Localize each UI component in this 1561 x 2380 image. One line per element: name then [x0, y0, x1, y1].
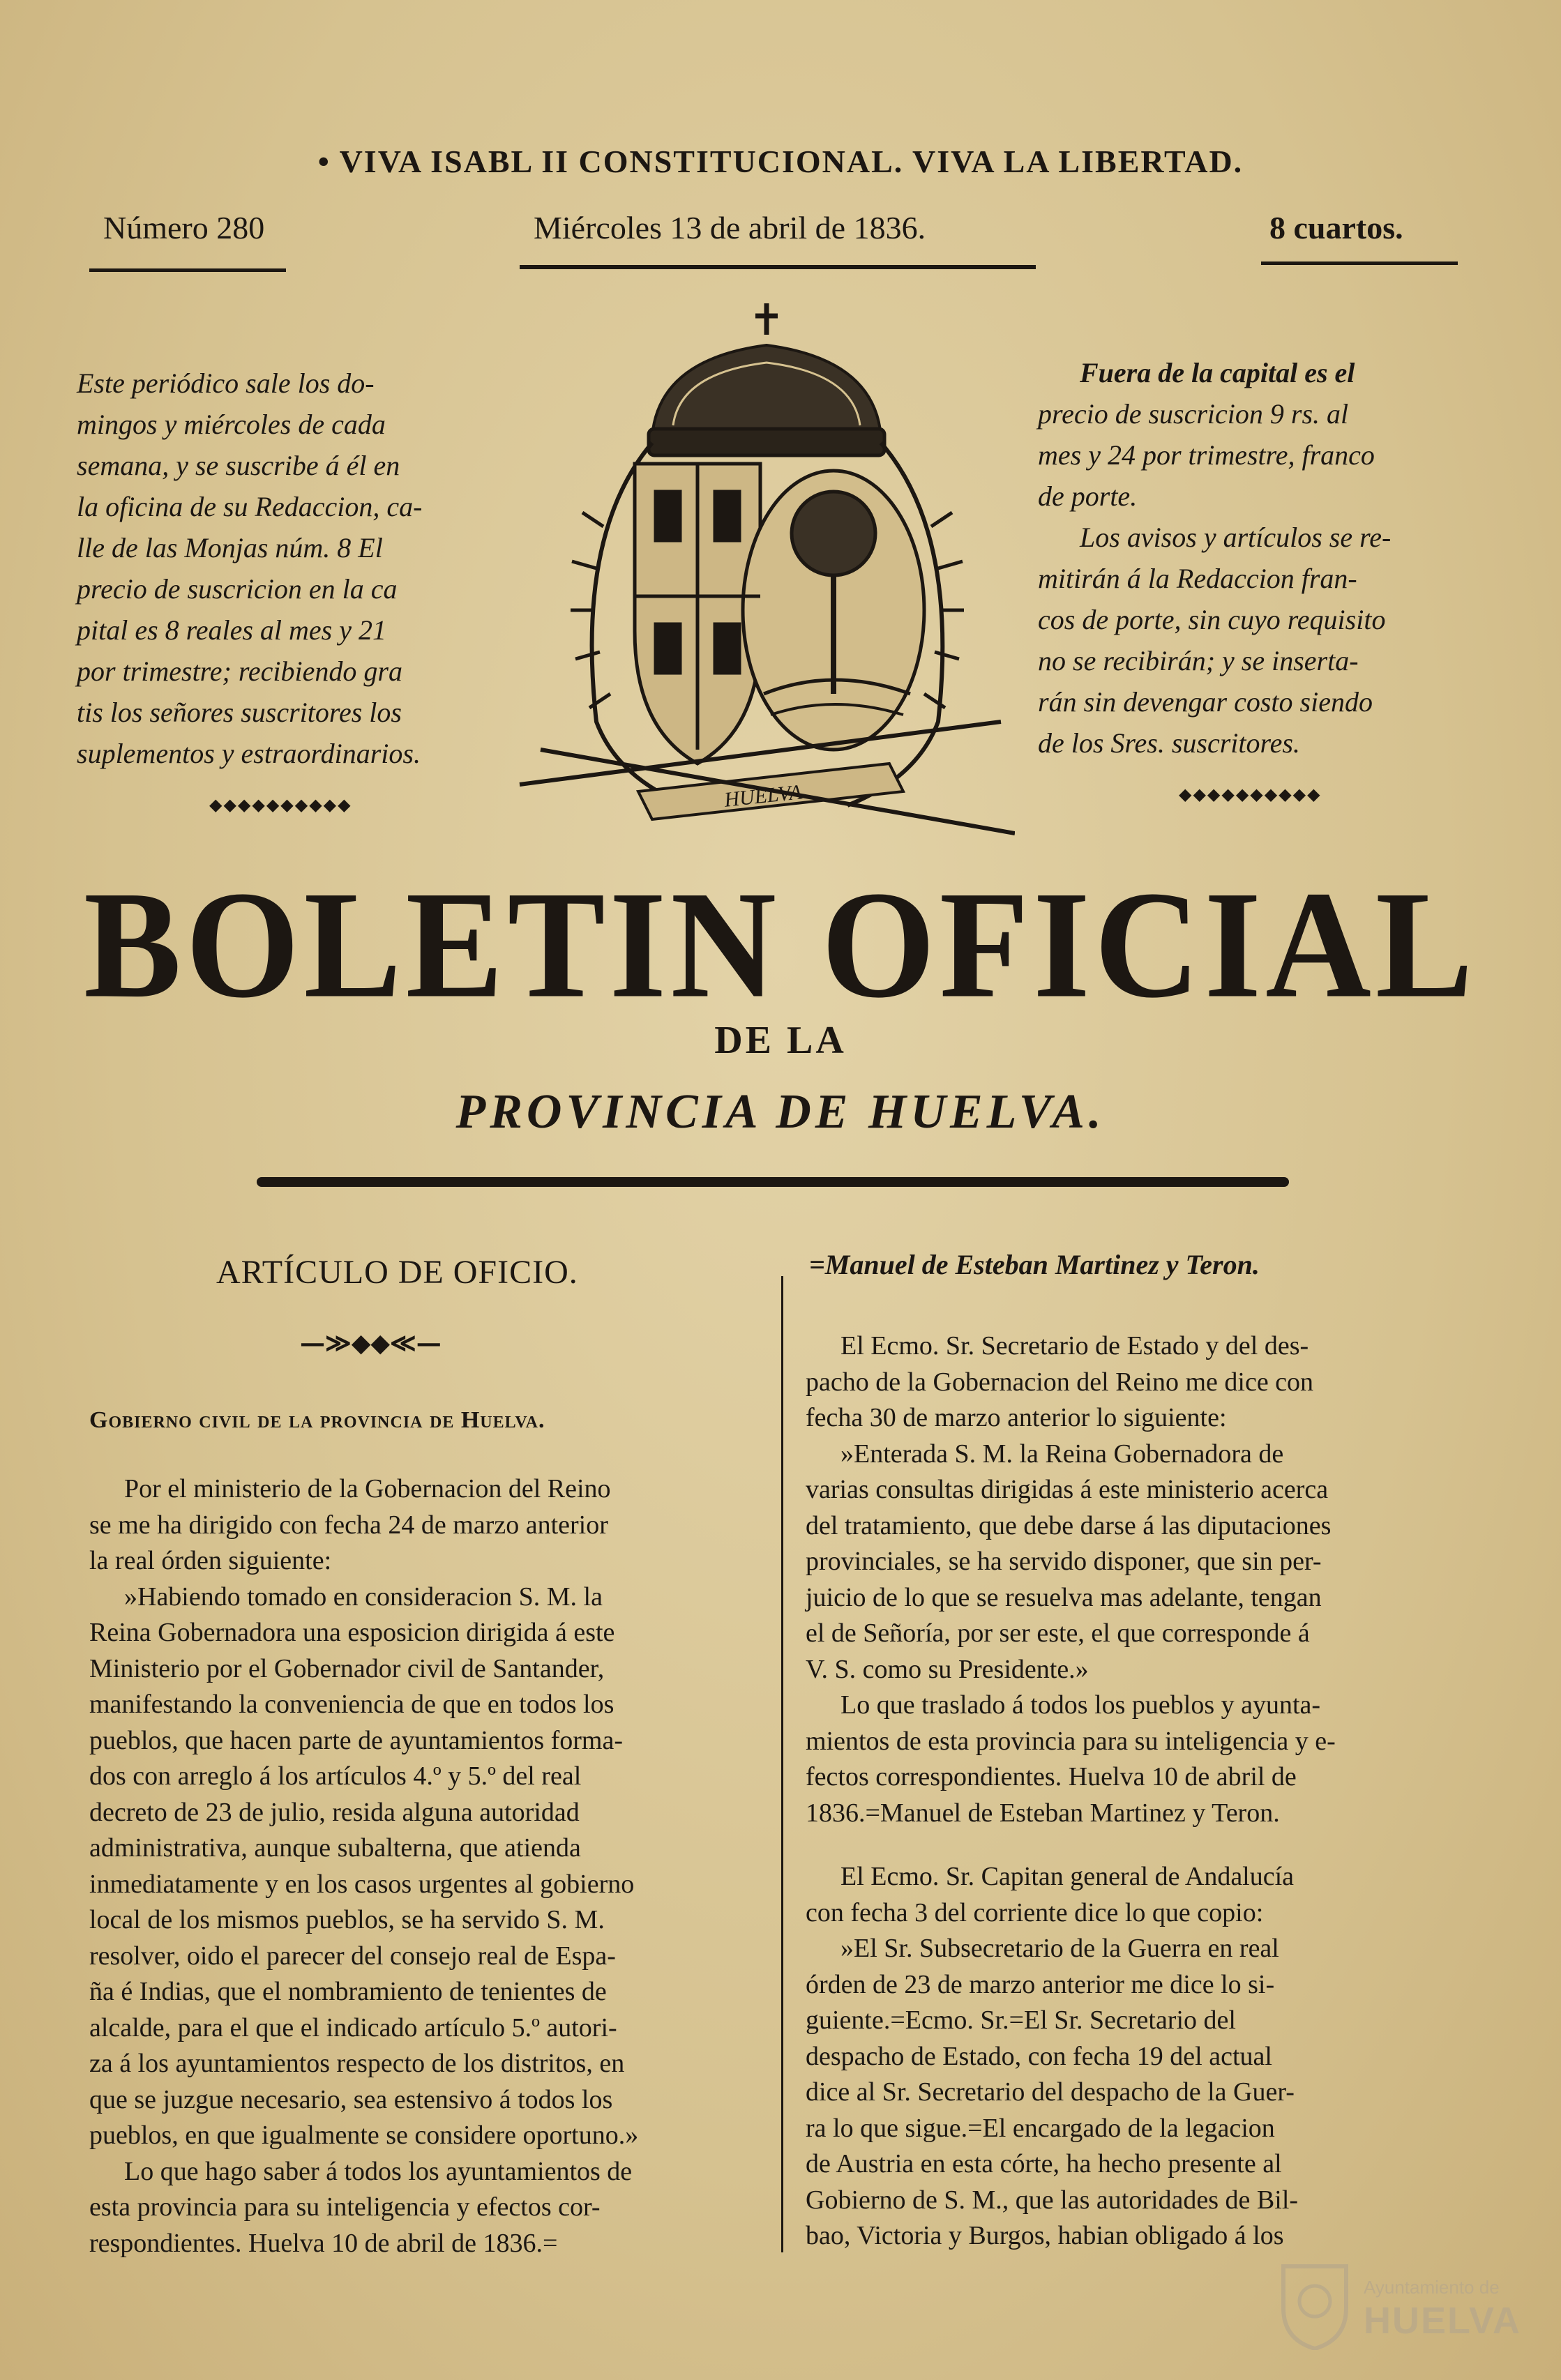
ornament-diamonds-left: ◆◆◆◆◆◆◆◆◆◆ [209, 795, 352, 814]
issue-date: Miércoles 13 de abril de 1836. [534, 210, 926, 245]
header-rule-right [1261, 262, 1458, 265]
watermark-line2: HUELVA [1364, 2300, 1521, 2342]
coat-of-arms-emblem [513, 303, 1015, 840]
signature-top: =Manuel de Esteban Martinez y Teron. [809, 1249, 1260, 1280]
issue-price: 8 cuartos. [1269, 210, 1403, 245]
header-rule-left [89, 268, 286, 272]
right-column-body: El Ecmo. Sr. Secretario de Estado y del des- pacho de la Gobernacion del Reino me dice con fecha 30 de marzo anterior lo siguiente: »Enterada S. M. la Reina Gobernadora de varias consultas dirigidas á este ministerio acerca del tratamiento, que debe darse á las diputaciones provinciales, se ha servido disponer, que sin per- juicio de lo que se resuelva mas adelante, tengan el de Señoría, por ser este, el que corresponde á V. S. como su Presidente.» Lo que traslado á todos los pueblos y ayunta- mientos de esta provincia para su inteligencia y e- fectos correspondientes. Huelva 10 de abril de 1836.=Manuel de Esteban Martinez y Teron. El Ecmo. Sr. Capitan general de Andalucía con fecha 3 del corriente dice lo que copio: »El Sr. Subsecretario de la Guerra en real órden de 23 de marzo anterior me dice lo si- guiente.=Ecmo. Sr.=El Sr. Secretario del despacho de Estado, con fecha 19 del actual dice al Sr. Secretario del despacho de la Guer- ra lo que sigue.=El encargado de la legacion de Austria en esta córte, ha hecho presente al Gobierno de S. M., que las autoridades de Bil- bao, Victoria y Burgos, habian obligado á los [806, 1331, 1336, 2250]
ayuntamiento-watermark [1276, 2249, 1528, 2354]
header-rule-center [520, 265, 1036, 269]
title-rule [257, 1177, 1289, 1187]
emblem-ribbon-text: HUELVA [723, 780, 804, 812]
watermark-line1: Ayuntamiento de [1364, 2277, 1500, 2298]
section-ornament: —≫◆◆≪— [300, 1328, 442, 1358]
newspaper-subtitle-provincia: PROVINCIA DE HUELVA. [455, 1085, 1106, 1139]
newspaper-subtitle-dela: DE LA [714, 1019, 847, 1062]
newspaper-title: BOLETIN OFICIAL [84, 860, 1477, 1030]
ornament-diamonds-right: ◆◆◆◆◆◆◆◆◆◆ [1179, 785, 1322, 804]
masthead-motto: • VIVA ISABL II CONSTITUCIONAL. VIVA LA LIBERTAD. [317, 144, 1244, 179]
right-subscription-notice: Fuera de la capital es el precio de suscricion 9 rs. al mes y 24 por trimestre, franco de porte. Los avisos y artículos se re- mitirán á la Redaccion fran- cos de porte, sin cuyo requisito no se recibirán; y se inserta- rán sin devengar costo siendo de los Sres. suscritores. [1038, 357, 1392, 759]
watermark-shield-icon [1276, 2252, 1353, 2350]
left-column-body: Por el ministerio de la Gobernacion del Reino se me ha dirigido con fecha 24 de marzo anterior la real órden siguiente: »Habiendo tomado en consideracion S. M. la Reina Gobernadora una esposicion dirigida á este Ministerio por el Gobernador civil de Santander, manifestando la conveniencia de que en todos los pueblos, que hacen parte de ayuntamientos forma- dos con arreglo á los artículos 4.º y 5.º del real decreto de 23 de julio, resida alguna autoridad administrativa, aunque subalterna, que atienda inmediatamente y en los casos urgentes al gobierno local de los mismos pueblos, se ha servido S. M. resolver, oido el parecer del consejo real de Espa- ña é Indias, que el nombramiento de tenientes de alcalde, para el que el indicado artículo 5.º autori- za á los ayuntamientos respecto de los distritos, en que se juzgue necesario, sea estensivo á todos los pueblos, en que igualmente se considere oportuno.» Lo que hago saber á todos los ayuntamientos de esta provincia para su inteligencia y efectos cor- respondientes. Huelva 10 de abril de 1836.= [89, 1474, 639, 2258]
government-heading: Gobierno civil de la provincia de Huelva. [89, 1407, 545, 1433]
left-subscription-notice: Este periódico sale los do- mingos y miércoles de cada semana, y se suscribe á él en la oficina de su Redaccion, ca- lle de las Monjas núm. 8 El precio de suscricion en la ca pital es 8 reales al mes y 21 por trimestre; recibiendo gra tis los señores suscritores los suplementos y estraordinarios. [77, 367, 423, 769]
issue-number: Número 280 [103, 210, 265, 245]
column-divider [781, 1276, 783, 2252]
section-title: ARTÍCULO DE OFICIO. [216, 1254, 578, 1291]
